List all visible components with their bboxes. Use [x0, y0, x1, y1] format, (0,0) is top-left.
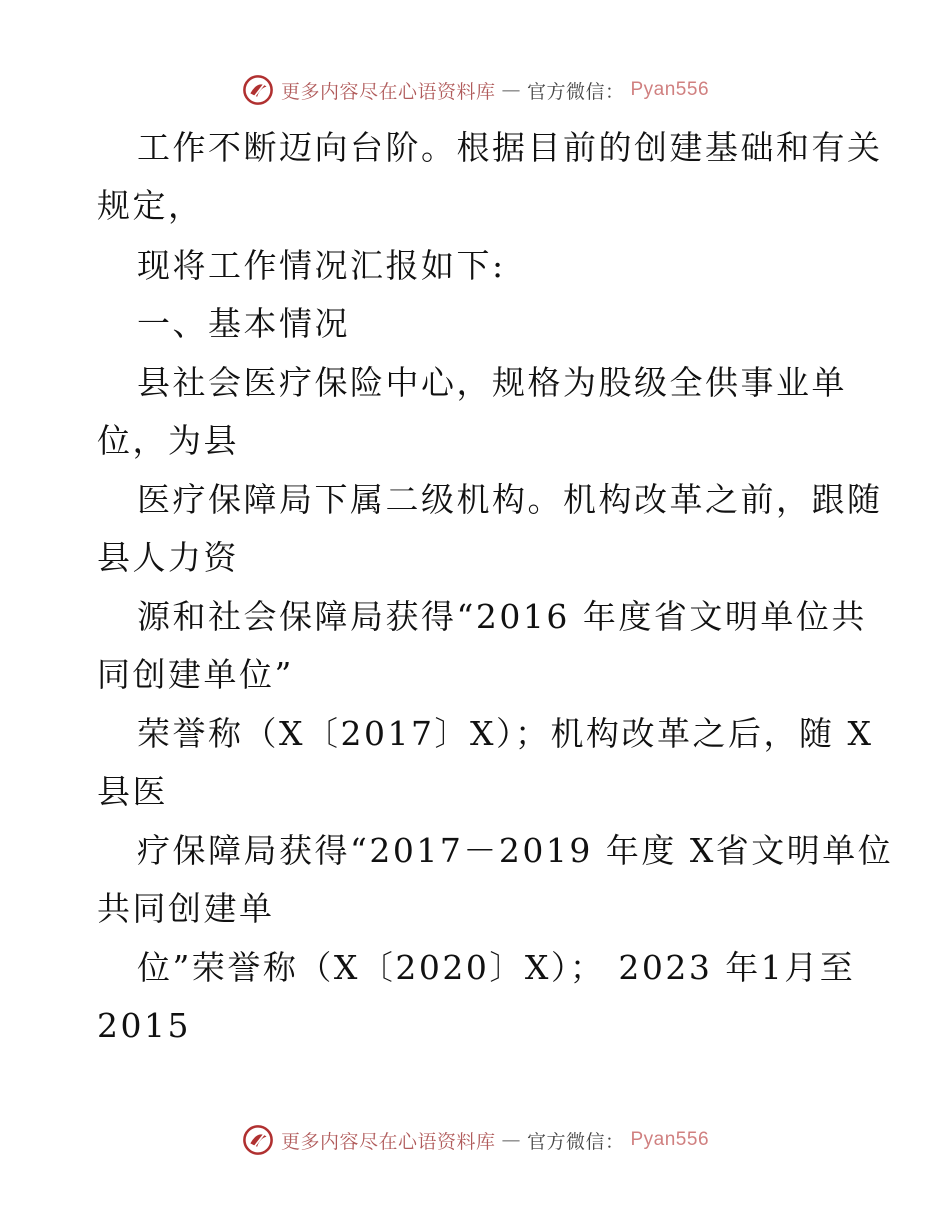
text-line-2: 规定， [97, 186, 204, 225]
text-line-15: 位”荣誉称（X〔2020〕X）； 2023 年1月至 [137, 948, 856, 987]
watermark-label: 官方微信： [526, 1130, 625, 1153]
text-line-6: 位，为县 [97, 421, 239, 460]
text-line-12: 县医 [97, 772, 168, 811]
watermark-wechat-id: Pyan556 [630, 79, 710, 100]
text-line-9: 源和社会保障局获得“2016 年度省文明单位共 [137, 597, 867, 636]
watermark-link-text[interactable]: 更多内容尽在心语资料库 [280, 1130, 496, 1153]
section-heading: 一、基本情况 [137, 304, 350, 343]
watermark-separator: — [501, 79, 521, 101]
watermark-separator: — [501, 1129, 521, 1151]
text-line-7: 医疗保障局下属二级机构。机构改革之前，跟随 [137, 480, 883, 519]
brand-logo-icon [241, 73, 275, 107]
text-line-5: 县社会医疗保险中心，规格为股级全供事业单 [137, 363, 847, 402]
watermark-label: 官方微信： [526, 80, 625, 103]
text-line-13: 疗保障局获得“2017－2019 年度 X省文明单位 [137, 831, 894, 870]
header-watermark [0, 70, 950, 110]
footer-watermark [0, 1120, 950, 1160]
text-line-1: 工作不断迈向台阶。根据目前的创建基础和有关 [137, 128, 883, 167]
text-line-14: 共同创建单 [97, 889, 275, 928]
text-line-8: 县人力资 [97, 538, 239, 577]
text-line-16: 2015 [97, 1006, 191, 1045]
watermark-wechat-id: Pyan556 [630, 1129, 710, 1150]
watermark-link-text[interactable]: 更多内容尽在心语资料库 [280, 80, 496, 103]
text-line-3: 现将工作情况汇报如下: [137, 246, 506, 285]
brand-logo-icon [241, 1123, 275, 1157]
text-line-11: 荣誉称（X〔2017〕X）；机构改革之后，随 X [137, 714, 874, 753]
text-line-10: 同创建单位” [97, 655, 294, 694]
